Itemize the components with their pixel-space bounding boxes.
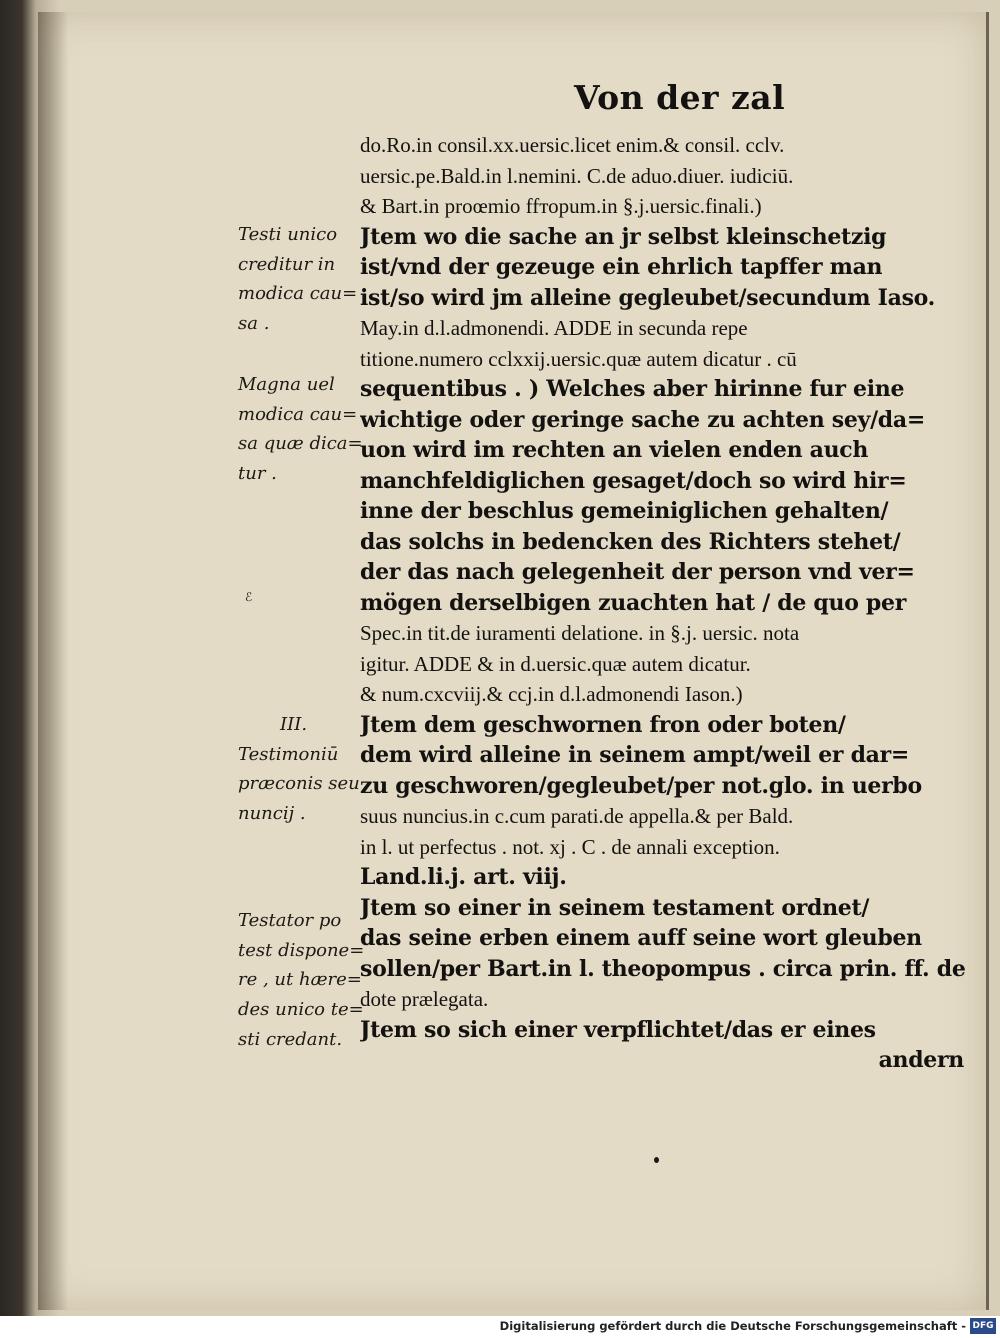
margin-note-line: tur . — [238, 463, 277, 485]
text-line: zu geschworen/gegleubet/per not.glo. in uerbo — [360, 772, 922, 799]
margin-note-line: des unico te= — [238, 999, 364, 1021]
text-line: der das nach gelegenheit der person vnd ver= — [360, 559, 915, 585]
text-line: Jtem dem geschwornen fron oder boten/ — [360, 711, 846, 738]
body-text — [360, 130, 972, 1076]
margin-note-line: præconis seu — [238, 773, 360, 795]
text-line: titione.numero cclxxij.uersic.quæ autem dicatur . cū — [360, 346, 797, 371]
text-line: ist/so wird jm alleine gegleubet/secundum Iaso. — [360, 284, 936, 311]
margin-note-line: Testimoniū — [238, 743, 339, 765]
text-line: manchfeldiglichen gesaget/doch so wird hir= — [360, 467, 907, 494]
text-line: Land.li.j. art. viij. — [360, 864, 567, 890]
text-line: wichtige oder geringe sache zu achten sey/da= — [360, 406, 925, 433]
text-line: dem wird alleine in seinem ampt/weil er dar= — [360, 742, 910, 768]
text-line: do.Ro.in consil.xx.uersic.licet enim.& consil. cclv. — [360, 133, 785, 157]
text-line: igitur. ADDE & in d.uersic.quæ autem dicatur. — [360, 651, 751, 676]
margin-note — [238, 906, 364, 1054]
stray-mark: ℰ — [245, 590, 253, 604]
text-line: inne der beschlus gemeiniglichen gehalten/ — [360, 498, 889, 524]
text-line: sollen/per Bart.in l. theopompus . circa prin. ff. de — [360, 955, 966, 982]
margin-note-line: modica cau= — [238, 403, 358, 425]
margin-note — [238, 370, 363, 489]
text-line: mögen derselbigen zuachten hat / de quo per — [360, 589, 907, 616]
catchword: andern — [878, 1047, 964, 1073]
text-line: & num.cxcviij.& ccj.in d.l.admonendi Iason.) — [360, 682, 743, 706]
margin-note — [238, 220, 357, 339]
margin-note-line: Testator po — [238, 910, 342, 931]
margin-note-line: sa . — [238, 313, 270, 335]
margin-note-line: sti credant. — [238, 1028, 343, 1050]
text-line: das solchs in bedencken des Richters stehet/ — [360, 528, 901, 555]
margin-note-line: re , ut hære= — [238, 969, 362, 991]
margin-note-line: Magna uel — [238, 374, 335, 395]
text-line: Jtem so sich einer verpflichtet/das er eines — [360, 1016, 876, 1043]
margin-note-line: nuncij . — [238, 803, 306, 825]
text-line: das seine erben einem auff seine wort gleuben — [360, 925, 922, 951]
text-line: & Bart.in proœmio ffторum.in §.j.uersic.finali.) — [360, 194, 762, 218]
ink-dot — [654, 1157, 659, 1163]
margin-note-line: test dispone= — [238, 939, 365, 961]
page-gutter-shadow — [38, 12, 68, 1310]
running-head: Von der zal — [574, 78, 786, 117]
margin-note-line: creditur in — [238, 253, 336, 275]
text-line: in l. ut perfectus . not. xj . C . de annali exception. — [360, 834, 780, 859]
text-line: May.in d.l.admonendi. ADDE in secunda repe — [360, 316, 748, 340]
dfg-logo-icon: DFG — [970, 1318, 996, 1334]
text-line: uersic.pe.Bald.in l.nemini. C.de aduo.diuer. iudiciū. — [360, 163, 794, 188]
text-line: Spec.in tit.de iuramenti delatione. in §.j. uersic. nota — [360, 621, 800, 645]
text-line: suus nuncius.in c.cum parati.de appella.& per Bald. — [360, 804, 794, 828]
text-line: Jtem wo die sache an jr selbst kleinschetzig — [360, 223, 887, 250]
footer-credit: Digitalisierung gefördert durch die Deutsche Forschungsgemeinschaft - — [499, 1319, 966, 1333]
text-line: sequentibus . ) Welches aber hirinne fur eine — [360, 376, 905, 402]
margin-note-line: III. — [280, 714, 308, 735]
margin-note-line: Testi unico — [238, 224, 338, 245]
text-line: dote prælegata. — [360, 987, 489, 1011]
margin-note-line: modica cau= — [238, 283, 358, 305]
footer-bar — [0, 1316, 1000, 1338]
text-line: uon wird im rechten an vielen enden auch — [360, 437, 869, 463]
margin-note-line: sa quæ dica= — [238, 433, 363, 455]
text-line: ist/vnd der gezeuge ein ehrlich tapffer man — [360, 254, 883, 280]
margin-note — [238, 710, 360, 829]
text-line: Jtem so einer in seinem testament ordnet/ — [360, 894, 870, 921]
